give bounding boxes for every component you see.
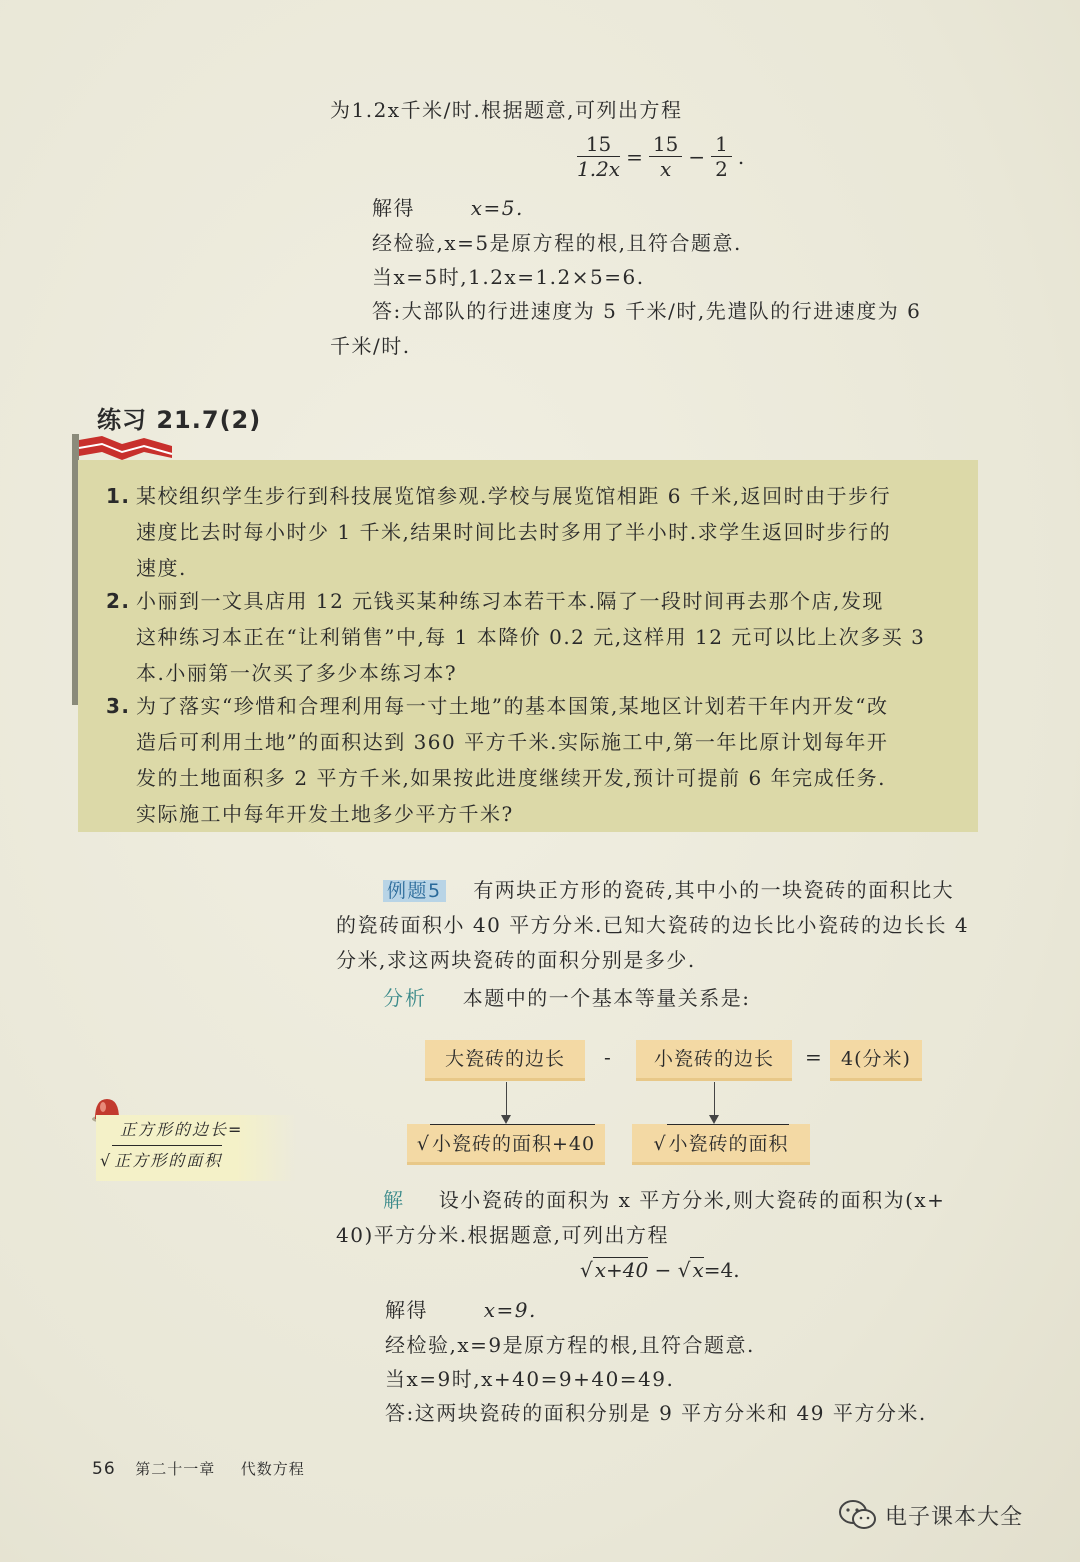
chapter-label: 第二十一章	[135, 1460, 216, 1478]
rhs-numerator-2: 1	[711, 132, 732, 157]
page-number: 56	[92, 1459, 116, 1479]
item-line: 本.小丽第一次买了多少本练习本?	[136, 661, 458, 685]
item-line: 小丽到一文具店用 12 元钱买某种练习本若干本.隔了一段时间再去那个店,发现	[136, 589, 884, 613]
item-number: 1.	[106, 484, 131, 508]
wechat-icon	[838, 1498, 878, 1532]
intro-line: 为1.2x千米/时.根据题意,可列出方程	[330, 98, 683, 122]
equation-tail: =4.	[703, 1258, 740, 1282]
radicand-1: x+40	[594, 1258, 649, 1282]
big-area-box	[407, 1124, 605, 1162]
sqrt-icon: √	[416, 1133, 430, 1155]
analysis-line	[383, 980, 750, 1016]
answer-line-1: 答:大部队的行进速度为 5 千米/时,先遣队的行进速度为 6	[372, 299, 922, 323]
item-number: 3.	[106, 694, 131, 718]
item-line: 造后可利用土地”的面积达到 360 平方千米.实际施工中,第一年比原计划每年开	[136, 730, 889, 754]
example-label: 例题5	[383, 880, 446, 902]
solve-label: 解得	[372, 196, 415, 220]
item-line: 发的土地面积多 2 平方千米,如果按此进度继续开发,预计可提前 6 年完成任务.	[136, 766, 886, 790]
diagram-equals: =	[805, 1045, 822, 1069]
item-line: 实际施工中每年开发土地多少平方千米?	[136, 802, 514, 826]
sqrt-icon: √	[677, 1258, 691, 1282]
chapter-title: 代数方程	[240, 1460, 305, 1478]
solve-value: x=5.	[470, 196, 524, 220]
side-note-box	[96, 1115, 296, 1181]
radicand-2: x	[692, 1258, 704, 1282]
analysis-label: 分析	[383, 986, 427, 1010]
watermark-text: 电子课本大全	[885, 1505, 1024, 1530]
side-note-line-2	[96, 1145, 296, 1176]
fraction-equation: $\frac{15}{1.2x}$ = $\frac{15}{x}$ − $\frac{1}{2}$ .	[577, 132, 745, 181]
analysis-text: 本题中的一个基本等量关系是:	[462, 986, 751, 1010]
solution-line-2: 40)平方分米.根据题意,可列出方程	[336, 1223, 669, 1247]
small-area-text: 小瓷砖的面积	[667, 1124, 789, 1163]
item-line: 为了落实“珍惜和合理利用每一寸土地”的基本国策,某地区计划若干年内开发“改	[136, 694, 889, 718]
diagram-minus: -	[604, 1045, 611, 1069]
solve-line	[372, 190, 524, 226]
equals-sign: =	[626, 144, 643, 169]
item-line: 速度比去时每小时少 1 千米,结果时间比去时多用了半小时.求学生返回时步行的	[136, 520, 892, 544]
arrow-down-icon	[714, 1082, 715, 1122]
minus-sign: −	[688, 144, 706, 169]
item-line: 这种练习本正在“让利销售”中,每 1 本降价 0.2 元,这样用 12 元可以比上次多买 3	[136, 625, 926, 649]
sqrt-icon: √	[653, 1133, 667, 1155]
rhs-numerator-1: 15	[649, 132, 682, 157]
arrow-down-icon	[506, 1082, 507, 1122]
item-line: 速度.	[136, 556, 187, 580]
exercise-item-1	[106, 478, 891, 586]
sqrt-icon: √	[100, 1151, 113, 1170]
lhs-fraction	[577, 132, 620, 181]
exercise-item-3	[106, 688, 889, 832]
item-number: 2.	[106, 589, 131, 613]
exercise-item-2	[106, 583, 925, 691]
side-note-line-1: 正方形的边长=	[120, 1120, 244, 1139]
radical-equation: √ x+40 − √ x=4.	[580, 1258, 740, 1282]
item-line: 某校组织学生步行到科技展览馆参观.学校与展览馆相距 6 千米,返回时由于步行	[136, 484, 892, 508]
exercise-title: 练习 21.7(2)	[97, 406, 262, 434]
lhs-denominator: 1.2x	[577, 157, 621, 181]
result-box: 4(分米)	[830, 1040, 922, 1078]
example-line-3: 分米,求这两块瓷砖的面积分别是多少.	[336, 948, 696, 972]
solve-label: 解得	[385, 1298, 428, 1322]
lhs-numerator: 15	[577, 132, 620, 157]
big-side-box: 大瓷砖的边长	[425, 1040, 585, 1078]
rhs-denominator-1: x	[659, 157, 672, 181]
small-side-box: 小瓷砖的边长	[636, 1040, 792, 1078]
example-line-1	[383, 872, 954, 909]
solve-value: x=9.	[483, 1298, 537, 1322]
example-line-2: 的瓷砖面积小 40 平方分米.已知大瓷砖的边长比小瓷砖的边长长 4	[336, 913, 970, 937]
solution-check-line: 经检验,x=9是原方程的根,且符合题意.	[385, 1333, 755, 1357]
when-line: 当x=5时,1.2x=1.2×5=6.	[372, 265, 645, 289]
solution-when-line: 当x=9时,x+40=9+40=49.	[385, 1367, 675, 1391]
rhs-fraction-1	[649, 132, 682, 181]
page-footer	[92, 1458, 305, 1479]
solution-label: 解	[383, 1188, 405, 1212]
small-area-box	[632, 1124, 810, 1162]
rhs-fraction-2	[711, 132, 732, 181]
check-line: 经检验,x=5是原方程的根,且符合题意.	[372, 231, 742, 255]
side-note-sqrt-text: 正方形的面积	[112, 1145, 222, 1176]
solution-line-1	[383, 1182, 945, 1218]
solution-answer-line: 答:这两块瓷砖的面积分别是 9 平方分米和 49 平方分米.	[385, 1401, 927, 1425]
sqrt-icon: √	[580, 1258, 593, 1282]
example-text: 有两块正方形的瓷砖,其中小的一块瓷砖的面积比大	[473, 878, 955, 902]
rhs-denominator-2: 2	[715, 157, 728, 181]
solution-text: 设小瓷砖的面积为 x 平方分米,则大瓷砖的面积为(x+	[438, 1188, 946, 1212]
answer-line-2: 千米/时.	[330, 334, 411, 358]
solution-solve-line	[385, 1292, 537, 1328]
big-area-text: 小瓷砖的面积+40	[430, 1124, 595, 1163]
